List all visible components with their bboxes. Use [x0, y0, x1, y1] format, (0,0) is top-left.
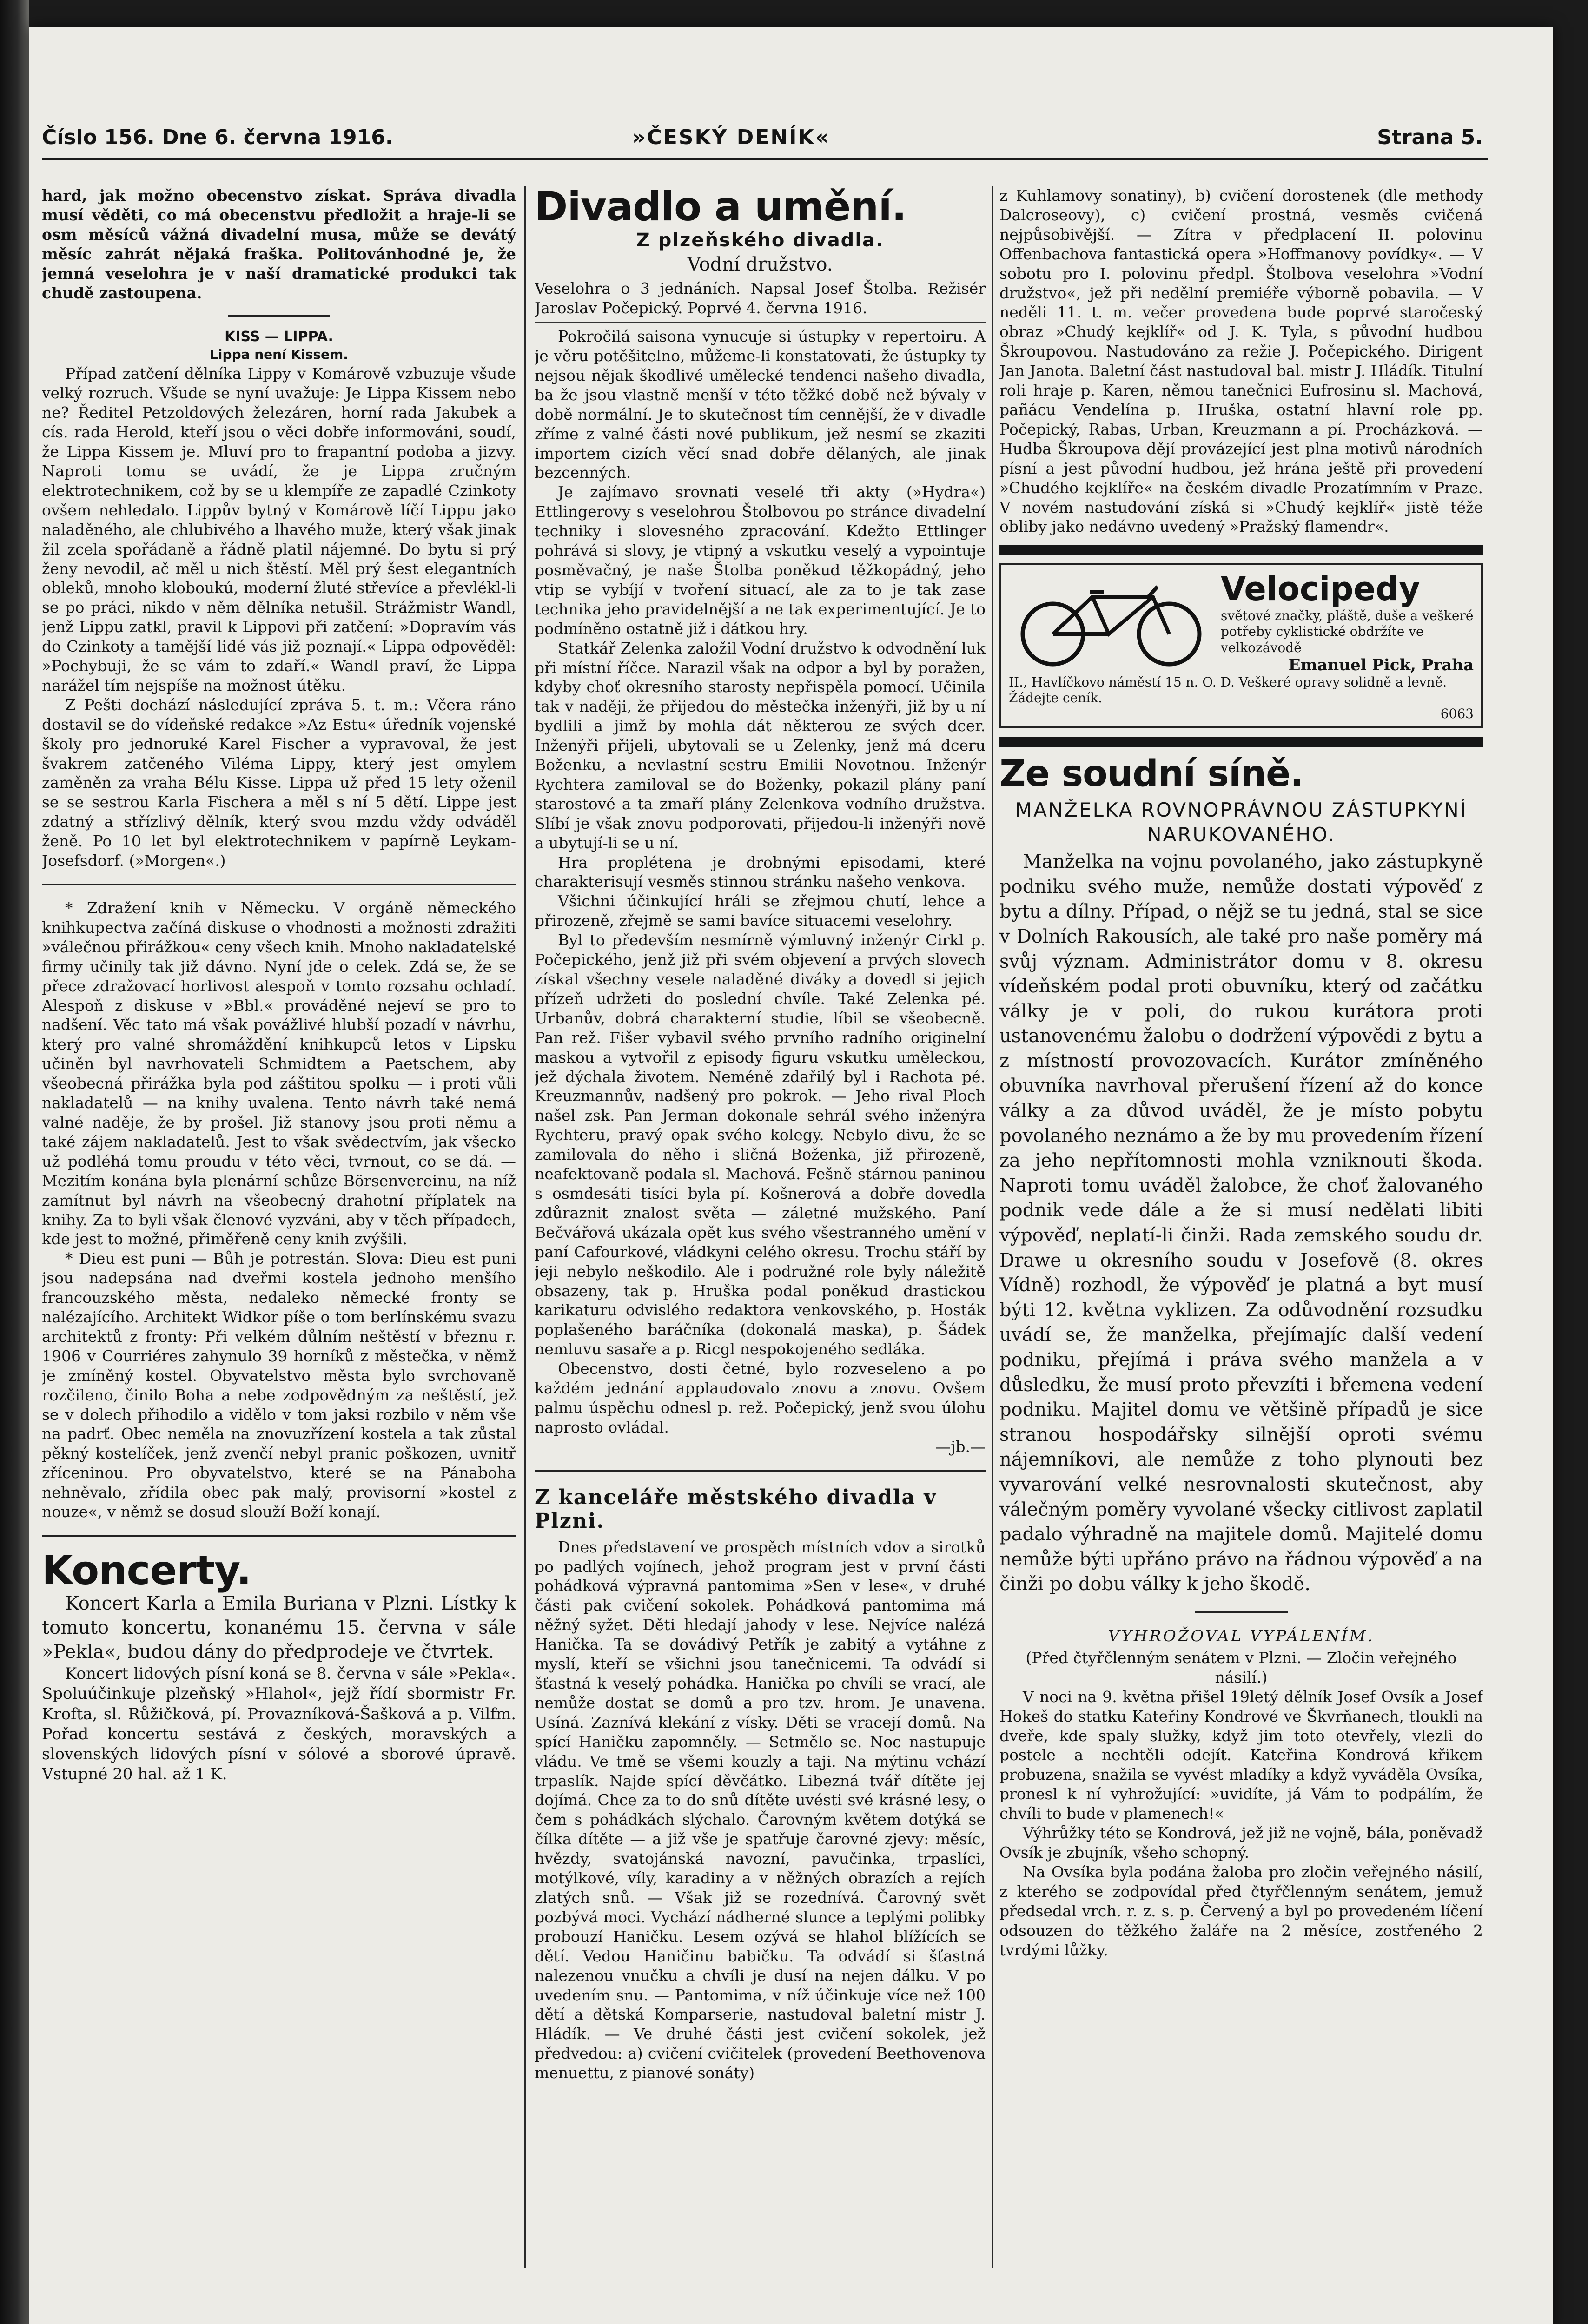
article-paragraph: Z Pešti dochází následující zpráva 5. t. m.: Včera ráno dostavil se do vídeňské redakce »Az Estu« úředník vojenské školy pro jednoruké Karel Fischer a vypravoval, že jest švakrem zatčeného Viléma Lippy, který jest omylem zaměněn za vraha Bélu Kisse. Lippa už před 15 lety oženil se se sestrou Karla Fischera a měl s ní 5 dětí. Lippe jest zdatný a střízlivý dělník, který svou mzdu vždy odváděl ženě. Po 10 let byl elektrotechnikem v papírně Leykam-Josefsdorf. (»Morgen«.) — [42, 695, 516, 870]
separator — [535, 1470, 986, 1472]
court-article-body: Manželka na vojnu povolaného, jako zástupkyně podniku svého muže, nemůže dostati výpověď z bytu a dílny. Případ, o nějž se tu jedná, stal se sice v Dolních Rakousích, ale také pro naše poměry má svůj význam. Administrátor domu v 8. okresu vídeňském podal proti obuvníku, který od začátku války je v poli, do rukou kurátora proti ustanovenému žalobu o dodržení výpovědi z bytu a z místností provozovacích. Kurátor zmíněného obuvníka navrhoval přerušení řízení až do konce války a za důvod uváděl, že je místo pobytu povolaného neznámo a že by mu provedením řízení za jeho nepřítomnosti mohla vzniknouti škoda. Naproti tomu uváděl žalobce, že choť žalovaného podnik vede dále a že si musí nedělati libiti výpověď, neplatí-li činži. Rada zemského soudu dr. Drawe u okresního soudu v Josefově (8. okres Vídně) rozhodl, že výpověď je platná a byt musí býti 12. května vyklizen. Za odůvodnění rozsudku uvádí se, že manželka, přejímajíc další vedení podniku, přejímá i práva svého manžela a v důsledku, že musí proto převzíti i břemena vedení podniku. Majitel domu ve většině případů je sice stranou hospodářsky silnější oproti svému nájemníkovi, ale nemůže z toho plynouti bez vyvarování velké nesrovnalosti skutečnost, aby válečným poměry vyvolané všecky citlivost zaplatil padalo výhradně na majitele domů. Majitelé domu nemůže býti upřáno právo na řádnou výpověď a na činži po dobu války k jeho škodě. — [999, 851, 1483, 1595]
kiss-lippa-headline: KISS — LIPPA. — [225, 329, 333, 345]
page-number: Strana 5. — [1377, 125, 1483, 149]
ad-title: Velocipedy — [1221, 570, 1420, 608]
pilsen-theatre-subhead: Z plzeňského divadla. — [636, 230, 884, 251]
column-2 — [535, 186, 986, 2296]
theatre-office-continued: z Kuhlamovy sonatiny), b) cvičení dorostenek (dle methody Dalcroseovy), c) cvičení prostná, vesměs cvičená nejpůsobivější. — Zítra v předplacení II. polovinu Offenbachova fantastická opera »Hoffmanovy povídky«. — V sobotu pro I. polovinu předpl. Štolbova veselohra »Vodní družstvo«, jež při nedělní premiéře výborně pobavila. — V neděli 11. t. m. večer provedena bude poprvé staročeský obraz »Chudý kejklíř« od J. K. Tyla, s původní hudbou Škroupovou. Nastudováno za režie J. Počepického. Dirigent Jan Janota. Baletní část nastudoval bal. mistr J. Hládík. Titulní roli hraje p. Karen, němou tanečnici Eufrosinu sl. Machová, pañácu Vendelína p. Hruška, ostatní hlavní role pp. Počepický, Rabas, Urban, Kreuzmann a pí. Procházková. — Hudba Škroupova dějí provázející jest plna motivů národních písní a jest původní hudbou, jež hrána ještě při provedení »Chudého kejklíře« na českém divadle Prozatímním v Praze. V novém nastudování získá si »Chudý kejklíř« jistě téže obliby jako nedávno uvedený »Pražský flamendr«. — [999, 186, 1483, 536]
paper-name: »ČESKÝ DENÍK« — [632, 125, 830, 149]
threat-article-subtitle: (Před čtyřčlenným senátem v Plzni. — Zločin veřejného násilí.) — [1026, 1648, 1457, 1686]
article-paragraph: Případ zatčení dělníka Lippy v Komárově vzbuzuje všude velký rozruch. Všude se nyní uvažuje: Je Lippa Kissem nebo ne? Ředitel Petzoldových železáren, horní rada Jakubek a cís. rada Herold, kteří jsou o věci dobře informováni, soudí, že Lippa Kissem je. Mluví pro to frapantní podoba a jizvy. Naproti tomu se uvádí, že je Lippa zručným elektrotechnikem, což by se u klempíře ze zapadlé Czinkoty ovšem nehledalo. Lippův bytný v Komárově líčí Lippu jako naladěného, ale chlubivého a lhavého muže, který však jinak žil zcela spořádaně a řádně platil nájemné. Do bytu si prý ženy nevodil, ač měl u nich štěstí. Měl prý šest elegantních obleků, mnoho kloboukú, moderní žluté střevíce a převlékl-li se po práci, nikdo v něm dělníka netušil. Strážmistr Wandl, jenž Lippu zatkl, pravil k Lippovi při zatčení: »Dopravím vás do Czinkoty a tamější lidé vás již poznají.« Lippa odpověděl: »Pochybuji, že se vám to zdaří.« Wandl praví, že Lippa narážel tím nejspíše na možnost útěku. — [42, 364, 516, 694]
separator — [1195, 1611, 1288, 1613]
issue-date: Číslo 156. Dne 6. června 1916. — [42, 125, 393, 149]
concerts-headline: Koncerty. — [42, 1547, 251, 1594]
review-paragraph: Byl to především nesmírně výmluvný inženýr Cirkl p. Počepického, jenž již při svém objevení a prvých slovech získal všechny vesele naladěné diváky a dovedl si jejich přízeň udržeti do poslední chvíle. Také Zelenka pé. Urbanův, dobrá charakterní studie, líbil se všeobecně. Pan rež. Fišer vybavil svého prvního radního originelní maskou a vytvořil z episody figuru vskutku uměleckou, jež dýchala životem. Neméně zdařilý byl i Rachota pé. Kreuzmannův, nadšený pro pokrok. — Jeho rival Ploch našel zsk. Pan Jerman dokonale sehrál svého inženýra Rychteru, pravý opak svého kolegy. Nebylo divu, že se zamilovala do něho i sličná Boženka, již přirozeně, neafektovaně podala sl. Machová. Fešně stárnou paninou s osmdesáti tisíci byla pí. Košnerová a dobře dovedla zdůraznit znalost světa — záletné mužského. Paní Bečvářová ukázala opět kus svého všestranného umění v paní Cafourkové, vládkyni celého okresu. Trochu stáří by jeji nebylo neškodilo. Ale i podružné role byly náležitě obsazeny, tak p. Hruška podal poněkud drastickou karikaturu odvislého redaktora venkovského, p. Hosták poplašeného baráčníka (dokonalá maska), p. Šádek nemluvu sasaře a p. Ricgl nespokojeného sedláka. — [535, 931, 986, 1359]
concerts-section — [42, 1547, 516, 1784]
dieu-est-puni-article: * Dieu est puni — Bůh je potrestán. Slova: Dieu est puni jsou nadepsána nad dveřmi kostela jednoho menšího francouzského města, nedaleko německé fronty se nalézajícího. Architekt Widkor píše o tom berlínskému svazu architektů z fronty: Při velkém důlním neštěstí v březnu r. 1906 v Courriéres zahynulo 39 horníků z městečka, v němž je zmíněný kostel. Obyvatelstvo města bylo svrchovaně rozčileno, činilo Boha a nebe zodpovědným za neštěstí, jež se v dolech přihodilo a vidělo v tom jaksi rozbilo v něm vše na padrť. Obec neměla na znovuzřízení kostela a tak zůstal pěkný kostelíček, jenž zvenčí nebyl pranic poškozen, uvnitř zříceninou. Pro obyvatelstvo, které se na Pánaboha nehněvalo, zřídila obec pak malý, provisorní »kostel z nouze«, v němž se dosud slouží Boží konají. — [42, 1249, 516, 1521]
folk-concert-notice: Koncert lidových písní koná se 8. června v sále »Pekla«. Spoluúčinkuje plzeňský »Hlahol«, jejž řídí sbormistr Fr. Krofta, sl. Růžičková, pí. Provazníková-Šašková a p. Vilfm. Pořad koncertu sestává z českých, moravských a slovenských lidových písní v sólové a sborové úpravě. Vstupné 20 hal. až 1 K. — [42, 1664, 516, 1784]
bicycle-icon — [1009, 578, 1213, 667]
kiss-lippa-subhead: Lippa není Kissem. — [210, 347, 348, 363]
masthead — [42, 116, 1488, 160]
review-paragraph: Všichni účinkující hráli se zřejmou chutí, lehce a přirozeně, zřejmě se sami bavíce situacemi veselohry. — [535, 892, 986, 930]
threat-article-title: VYHROŽOVAL VYPÁLENÍM. — [1108, 1626, 1375, 1645]
ad-border-top — [999, 545, 1483, 555]
court-article — [999, 850, 1483, 1597]
threat-paragraph: V noci na 9. května přišel 19letý dělník Josef Ovsík a Josef Hokeš do statku Kateřiny Kondrové ve Škvrňanech, tloukli na dveře, kde spaly služky, když jim toto otevřely, vlezli do postele a nechtěli odejít. Kateřina Kondrová křikem probuzena, snažila se vyvést mladíky a když vyváděla Ovsíka, pronesl k ní vyhrožující: »uvidíte, já Vám to podpálím, že chvíli to bude v plamenech!« — [999, 1687, 1483, 1823]
separator — [535, 322, 986, 323]
ad-address: II., Havlíčkovo náměstí 15 n. O. D. Veškeré opravy solidně a levně. Žádejte ceník. — [1009, 674, 1447, 706]
ad-number: 6063 — [1440, 706, 1474, 722]
burian-concert-notice: Koncert Karla a Emila Buriana v Plzni. Lístky k tomuto koncertu, konanému 15. června v sále »Pekla«, budou dány do předprodeje ve čtvrtek. — [42, 1593, 516, 1663]
bicycle-advertisement — [999, 563, 1483, 728]
theatre-section-headline: Divadlo a umění. — [535, 186, 906, 230]
theatre-office-notice: Dnes představení ve prospěch místních vdov a sirotků po padlých vojínech, jehož program jest v první části pohádková výpravná pantomima »Sen v lese«, v druhé části pak cvičení sokolek. Pohádková pantomima má něžný syžet. Děti hledají jahody v lese. Nejvíce nalézá Hanička. Ta se dovádivý Petřík je zabitý a vytáhne z myslí, kteří se všichni jsou tanečnicemi. Ta odvádí si šťastná k veselý pohádka. Hanička po chvíli se vrací, ale nemůže dostat se domů a pro tzv. hrom. Je unavena. Usíná. Zaznívá klekání z vísky. Děti se vracejí domů. Na spící Haničku zapomněly. — Setmělo se. Noc nastupuje vládu. Ve tmě se všemi kouzly a taji. Na mýtinu vchází trpaslík. Najde spící děvčátko. Libezná tvář dítěte jej dojímá. Chce za to do snů dítěte uvésti své krásné lesy, o čem s pohádkách slýchalo. Čarovným květem dotýká se čílka dítěte — a již vše je spatřuje čarovné zjevy: měsíc, hvězdy, svatojánská navozní, pavučinka, trpaslíci, motýlkové, víly, karadiny a v něžných obrazích a rejích zlatých snů. — Však již se rozednívá. Čarovný svět pozbývá moci. Vychází nádherné slunce a teplými polibky probouzí Haničku. Lesem ozývá se hlahol blížících se dětí. Vedou Haničinu babičku. Ta odvádí si šťastná nalezenou vnučku a chvíli je dusí na nejen dálku. V po uvedením snu. — Pantomima, v níž účinkuje více než 100 dětí a dětská Komparserie, nastudoval baletní mistr J. Hládík. — Ve druhé části jest cvičení sokolek, jež předvedou: a) cvičení cvičitelek (provedení Beethovenova menuettu, z pianové sonáty) — [535, 1538, 986, 2082]
review-paragraph: Hra proplétena je drobnými episodami, které charakterisují vesměs stinnou stránku našeho venkova. — [535, 853, 986, 891]
separator — [228, 315, 330, 317]
threat-paragraph: Na Ovsíka byla podána žaloba pro zločin veřejného násilí, z kterého se zodpovídal před čtyřčlenným senátem, jemuž předsedal vrch. r. z. s. p. Červený a byl po provedeném líčení odsouzen do těžkého žaláře na 2 měsíce, zostřeného 2 tvrdými lůžky. — [999, 1862, 1483, 1959]
separator — [42, 1535, 516, 1537]
review-paragraph: Pokročilá saisona vynucuje si ústupky v repertoiru. A je věru potěšitelno, můžeme-li konstatovati, že ústupky ty nejsou nějak škodlivé umělecké tendenci našeho divadla, ba že jsou vlastně menší v této těžké době než bývaly v době normální. Je to skutečnost tím cennější, že v divadle zříme z valné části nové publikum, jež nesmí se zkaziti importem cizích věcí snad dobře dělaných, ale jinak bezcenných. — [535, 327, 986, 482]
ad-border-bottom — [999, 737, 1483, 747]
review-signature: —jb.— — [935, 1437, 986, 1456]
separator — [42, 884, 516, 885]
books-price-article: * Zdražení knih v Německu. V orgáně německého knihkupectva začíná diskuse o vhodnosti a možnosti zdražiti »válečnou přirážkou« ceny všech knih. Mnoho nakladatelské firmy učinily tak již dávno. Nyní jde o celek. Zdá se, že se přece zdražovací horlivost alespoň v tomto rozsahu ochladí. Alespoň z diskuse v »Bbl.« prováděné nejeví se pro to nadšení. Věc tato má však povážlivé hlubší pozadí v návrhu, který pro valné shromáždění knihkupců letos v Lipsku učiněn byl navrhovateli Schmidtem a Paetschem, aby všeobecná přirážka byla pod záštitou spolku — i proti vůli nakladatelů — na knihy uvalena. Tento návrh také nemá valné naděje, že by prošel. Již stanovy jsou proti němu a také zájem nakladatelů. Jest to však svědectvím, jak všecko už podléhá tomu proudu v této věci, tvrnout, co se dá. — Mezitím konána byla plenární schůze Börsenvereinu, na níž zamítnut byl návrh na všeobecný drahotní příplatek na knihy. Za to byli však členové vyzváni, aby v těch případech, kde jest to možné, přiměřeně ceny knih zvýšili. — [42, 899, 516, 1248]
review-paragraph: Obecenstvo, dosti četné, bylo rozveseleno a po každém jednání applaudovalo znovu a znovu. Ovšem palmu úspěchu odnesl p. rež. Počepický, jenž svou úlohu naprosto ovládal. — [535, 1360, 986, 1436]
review-paragraph: Statkář Zelenka založil Vodní družstvo k odvodnění luk při místní říčce. Narazil však na odpor a byl by poražen, kdyby choť okresního starosty nepřispěla pomocí. Učinila tak v naději, že přijedou do městečka inženýři, již by u ní bydlili a jimž by mohla dát některou ze svých dcer. Inženýři přijeli, ubytovali se u Zelenky, jenž má dceru Boženku, a nevlastní sestru Emilii Novotnou. Inženýr Rychtera zamiloval se do Boženky, pokazil plány paní starostové a ta zmaří plány Zelenkova vodního družstva. Slíbí je však znovu podporovati, přijedou-li inženýři nově a ubytují-li se u ní. — [535, 639, 986, 852]
column-1 — [42, 186, 516, 2296]
theatre-review-ending: hard, jak možno obecenstvo získat. Správa divadla musí věděti, co má obecenstvu předložit a hraje-li se osm měsíců vážná divadelní musa, může se devátý měsíc zahrát nějaká fraška. Politovánhodné je, že jemná veselohra je v naší dramatické produkci tak chudě zastoupena. — [42, 186, 516, 302]
scan-binding-edge — [0, 0, 29, 2324]
ad-shop-name: Emanuel Pick, Praha — [1288, 655, 1474, 674]
column-3 — [999, 186, 1483, 2296]
threat-paragraph: Výhrůžky této se Kondrová, jež již ne vojně, bála, poněvadž Ovsík je zbujník, všeho schopný. — [999, 1824, 1483, 1862]
theatre-office-headline: Z kanceláře městského divadla v Plzni. — [535, 1485, 937, 1533]
court-section-headline: Ze soudní síně. — [999, 753, 1303, 795]
column-rule — [524, 186, 526, 2268]
column-rule — [992, 186, 993, 2268]
review-paragraph: Je zajímavo srovnati veselé tři akty (»Hydra«) Ettlingerovy s veselohrou Štolbovou po stránce divadelní techniky i slovesného zpracování. Kdežto Ettlinger pohrává si slovy, je vtipný a vskutku veselý a vypointuje posměvačný, je naše Štolba poněkud těžkopádný, jeho vtip se vybíjí v tvoření situací, ale za to je tak zase technika jeho pravidelnější a ne tak experimentující. Je to podmíněno ostatně již i dátkou hry. — [535, 483, 986, 638]
ad-description: světové značky, pláště, duše a veškeré potřeby cyklistické obdržíte ve velkozávodě — [1221, 608, 1474, 655]
court-article-title: MANŽELKA ROVNOPRÁVNOU ZÁSTUPKYNÍ NARUKOVANÉHO. — [1015, 799, 1468, 846]
play-credits: Veselohra o 3 jednáních. Napsal Josef Štolba. Režisér Jaroslav Počepický. Poprvé 4. června 1916. — [535, 279, 986, 317]
play-title: Vodní družstvo. — [687, 254, 833, 276]
